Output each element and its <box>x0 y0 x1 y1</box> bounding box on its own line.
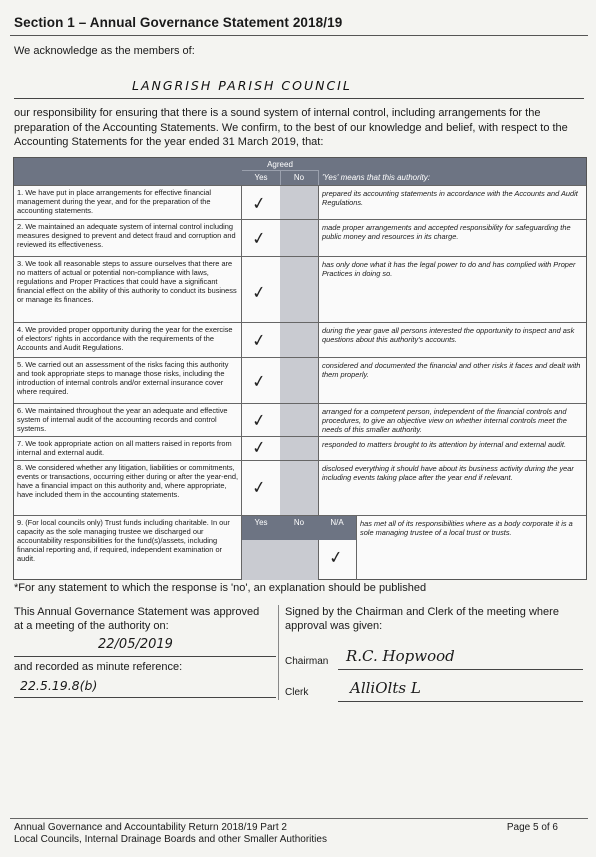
meaning-cell: responded to matters brought to its attention by internal and external audit. <box>322 440 567 449</box>
tick-mark: ✓ <box>250 437 268 459</box>
tick-mark: ✓ <box>250 228 268 250</box>
yes-cell <box>242 323 281 358</box>
table-header <box>14 158 586 185</box>
chairman-label: Chairman <box>285 656 329 667</box>
table-row-trust-funds <box>14 515 586 580</box>
table-row <box>14 460 586 516</box>
meaning-cell: has met all of its responsibilities where as a body corporate it is a sole managing trustee of a local trust or trusts. <box>360 519 573 538</box>
tick-mark: ✓ <box>250 371 268 393</box>
no-cell <box>280 358 319 404</box>
acknowledge-text: We acknowledge as the members of: <box>14 45 195 57</box>
table-row <box>14 185 586 220</box>
yes-cell <box>242 186 281 220</box>
clerk-label: Clerk <box>285 687 309 698</box>
council-name-field <box>14 72 584 99</box>
statement-cell: 8. We considered whether any litigation, liabilities or commitments, events or transactions, occurring either during or after the year-end, have a financial impact on this authority and, where appropriate, have included them in the accounting statements. <box>14 461 242 516</box>
tick-mark: ✓ <box>327 547 345 569</box>
no-cell <box>280 323 319 358</box>
statement-cell: 5. We carried out an assessment of the risks facing this authority and took appropriate steps to manage those risks, including the introduction of internal controls and/or external insurance cover where required. <box>14 358 242 404</box>
row9-na-header: N/A <box>318 516 357 540</box>
table-row <box>14 357 586 404</box>
statement-cell: 6. We maintained throughout the year an adequate and effective system of internal audit of the accounting records and control systems. <box>14 404 242 437</box>
no-cell <box>280 186 319 220</box>
row9-na-cell <box>318 540 357 580</box>
no-header: No <box>293 173 305 182</box>
statement-cell: 1. We have put in place arrangements for effective financial management during the year, and for the preparation of the accounting statements. <box>14 186 242 220</box>
column-divider <box>278 605 279 700</box>
minute-ref-field <box>14 675 276 698</box>
statement-cell: 4. We provided proper opportunity during the year for the exercise of electors' rights in accordance with the requirements of the Accounts and Audit Regulations. <box>14 323 242 358</box>
statement-cell: 7. We took appropriate action on all matters raised in reports from internal and external audit. <box>14 437 242 461</box>
chairman-signature: R.C. Hopwood <box>346 647 455 665</box>
section-title: Section 1 – Annual Governance Statement 2018/19 <box>14 15 343 30</box>
clerk-signature: AlliOlts L <box>350 679 421 697</box>
minute-ref: 22.5.19.8(b) <box>20 678 98 693</box>
approval-text: This Annual Governance Statement was approved at a meeting of the authority on: <box>14 606 260 632</box>
footer-subtitle: Local Councils, Internal Drainage Boards and other Smaller Authorities <box>14 834 327 845</box>
meaning-cell: arranged for a competent person, independent of the financial controls and procedures, to give an objective view on whether internal controls meet the needs of this smaller authority. <box>322 407 567 435</box>
statement-cell: 9. (For local councils only) Trust funds including charitable. In our capacity as the sole managing trustee we discharged our accountability responsibilities for the fund(s)/assets, including financial reporting and, if required, independent examination or audit. <box>14 516 242 580</box>
footer-rule <box>10 818 588 819</box>
meaning-cell: during the year gave all persons interested the opportunity to inspect and ask questions about this authority's accounts. <box>322 326 575 345</box>
agreed-header: Agreed <box>267 160 293 169</box>
no-cell <box>280 257 319 323</box>
minute-label: and recorded as minute reference: <box>14 661 183 673</box>
row9-yes-cell <box>242 540 281 580</box>
yes-cell <box>242 358 281 404</box>
meaning-cell: prepared its accounting statements in accordance with the Accounts and Audit Regulations. <box>322 189 578 208</box>
yes-header: Yes <box>254 173 268 182</box>
footnote: *For any statement to which the response is 'no', an explanation should be published <box>14 582 427 594</box>
no-cell <box>280 437 319 461</box>
row9-no-header: No <box>280 516 319 540</box>
row9-no-cell <box>280 540 319 580</box>
table-row <box>14 403 586 437</box>
title-rule <box>10 35 588 36</box>
page-number: Page 5 of 6 <box>506 822 558 833</box>
table-row <box>14 322 586 358</box>
yes-cell <box>242 257 281 323</box>
tick-mark: ✓ <box>250 330 268 352</box>
tick-mark: ✓ <box>250 193 268 215</box>
tick-mark: ✓ <box>250 410 268 432</box>
approval-date: 22/05/2019 <box>98 637 173 652</box>
governance-table <box>13 157 587 580</box>
chairman-signature-field <box>338 645 583 670</box>
meaning-cell: made proper arrangements and accepted responsibility for safeguarding the public money and resources in its charge. <box>322 223 571 242</box>
statement-cell: 2. We maintained an adequate system of internal control including measures designed to prevent and detect fraud and corruption and reviewed its effectiveness. <box>14 220 242 257</box>
approval-date-field <box>14 634 276 657</box>
table-row <box>14 219 586 257</box>
meaning-cell: disclosed everything it should have about its business activity during the year including events taking place after the year end if relevant. <box>322 464 574 483</box>
table-row <box>14 256 586 323</box>
footer-title: Annual Governance and Accountability Return 2018/19 Part 2 <box>14 822 287 833</box>
no-cell <box>280 461 319 516</box>
yes-cell <box>242 220 281 257</box>
yes-cell <box>242 437 281 461</box>
yes-cell <box>242 404 281 437</box>
meaning-cell: considered and documented the financial and other risks it faces and dealt with them properly. <box>322 361 581 380</box>
council-name: LANGRISH PARISH COUNCIL <box>132 78 352 93</box>
statement-cell: 3. We took all reasonable steps to assure ourselves that there are no matters of actual or potential non-compliance with laws, regulations and Proper Practices that could have a significant financial effect on the ability of this authority to conduct its business or manage its finances. <box>14 257 242 323</box>
intro-paragraph: our responsibility for ensuring that there is a sound system of internal control, including arrangements for the preparation of the Accounting Statements. We confirm, to the best of our knowledge and belief, with respect to the Accounting Statements for the year ended 31 March 2019, that: <box>14 107 568 148</box>
tick-mark: ✓ <box>250 477 268 499</box>
meaning-header: 'Yes' means that this authority: <box>322 173 430 182</box>
meaning-cell: has only done what it has the legal power to do and has complied with Proper Practices in doing so. <box>322 260 576 279</box>
no-cell <box>280 220 319 257</box>
clerk-signature-field <box>338 677 583 702</box>
table-row <box>14 436 586 461</box>
signature-instructions: Signed by the Chairman and Clerk of the meeting where approval was given: <box>285 606 559 632</box>
tick-mark: ✓ <box>250 282 268 304</box>
no-cell <box>280 404 319 437</box>
row9-yes-header: Yes <box>242 516 281 540</box>
yes-cell <box>242 461 281 516</box>
